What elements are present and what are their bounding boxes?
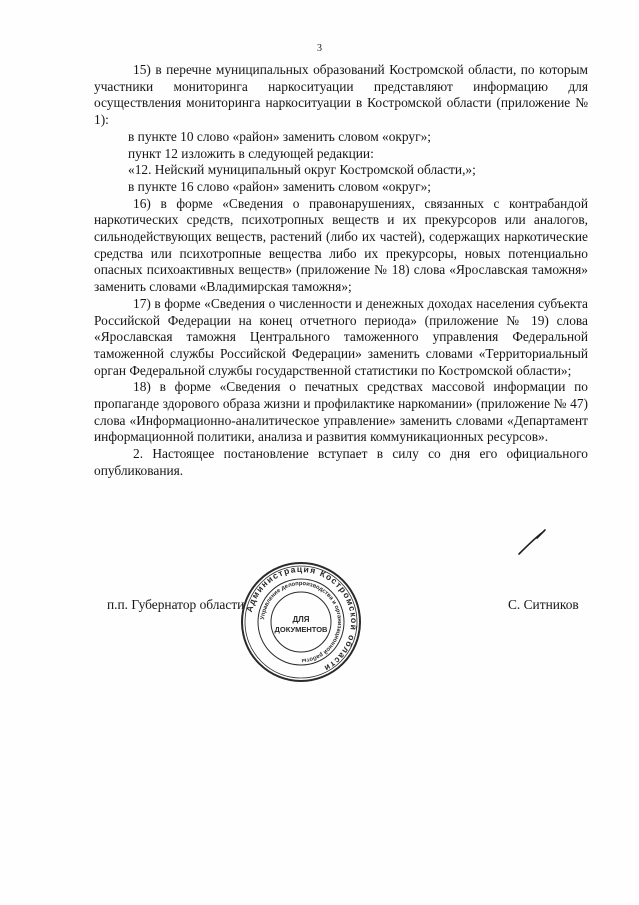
paragraph: 15) в перечне муниципальных образований Костромской области, по которым участники мониторинга наркоситуации представляют информацию для осуществления мониторинга наркоситуации в Костромской области (приложение № 1): (94, 62, 588, 128)
page-number: 3 (317, 43, 322, 54)
signatory-title: п.п. Губернатор области (107, 597, 245, 612)
paragraph: 2. Настоящее постановление вступает в силу со дня его официального опубликования. (94, 446, 588, 478)
seal-inner-ring-text: Управление делопроизводства и организационной работы (260, 580, 343, 664)
paragraph: 18) в форме «Сведения о печатных средствах массовой информации по пропаганде здорового образа жизни и профилактике наркомании» (приложение № 47) слова «Информационно-аналитическое управление» заменить словами «Департамент информационной политики, анализа и развития коммуникационных ресурсов». (94, 379, 588, 445)
paragraph: в пункте 10 слово «район» заменить словом «округ»; (128, 128, 432, 144)
document-body (94, 62, 588, 480)
seal-center-line1: ДЛЯ (292, 615, 310, 624)
paragraph: 16) в форме «Сведения о правонарушениях, связанных с контрабандой наркотических средств, психотропных веществ и их прекурсоров или аналогов, сильнодействующих веществ, растений (либо их частей), содержащих наркотические средства или психотропные вещества либо их прекурсоры, новых потенциально опасных психоактивных веществ» (приложение № 18) слова «Ярославская таможня» заменить словами «Владимирская таможня»; (94, 195, 588, 295)
seal-ring-text: Администрация Костромской области (244, 563, 360, 675)
official-seal (239, 560, 363, 684)
signature-mark (515, 528, 555, 558)
paragraph: «12. Нейский муниципальный округ Костромской области,»; (128, 162, 476, 178)
paragraph: в пункте 16 слово «район» заменить словом «округ»; (128, 178, 432, 194)
paragraph: 17) в форме «Сведения о численности и денежных доходах населения субъекта Российской Федерации на конец отчетного периода» (приложение № 19) слова «Ярославская таможня Центрального таможенного управления Федеральной таможенной службы Российской Федерации» заменить словами «Территориальный орган Федеральной службы государственной статистики по Костромской области»; (94, 295, 588, 378)
paragraph: пункт 12 изложить в следующей редакции: (128, 145, 374, 161)
seal-center-line2: ДОКУМЕНТОВ (274, 625, 328, 634)
signatory-name: С. Ситников (508, 597, 579, 612)
